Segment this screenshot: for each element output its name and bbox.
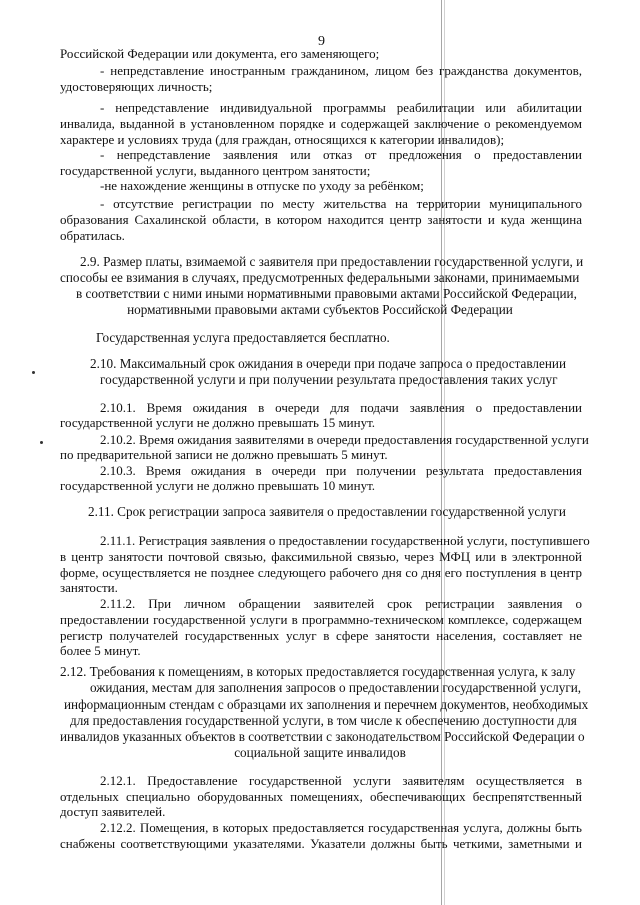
text-line: Российской Федерации или документа, его заменяющего; (60, 46, 380, 61)
section-heading: в соответствии с ними иными нормативными правовыми актами Российской Федерации, (76, 286, 577, 301)
text-line: 2.10.1. Время ожидания в очереди для подачи заявления о предоставлении (100, 400, 582, 415)
text-line: Государственная услуга предоставляется бесплатно. (96, 330, 390, 345)
text-line: снабжены соответствующими указателями. Указатели должны быть четкими, заметными и (60, 836, 582, 851)
text-line: регистр получателей государственных услуг в сфере занятости населения, составляет не (60, 628, 582, 643)
page-number: 9 (318, 34, 325, 49)
section-heading: способы ее взимания в случаях, предусмотренных федеральными законами, принимаемыми (60, 270, 580, 285)
text-line: 2.10.3. Время ожидания в очереди при получении результата предоставления (100, 463, 582, 478)
text-line: - непредставление иностранным гражданином, лицом без гражданства документов, (100, 63, 582, 78)
text-line: по предварительной записи не должно превышать 5 минут. (60, 447, 388, 462)
text-line: занятости. (60, 580, 118, 595)
section-heading: 2.9. Размер платы, взимаемой с заявителя при предоставлении государственной услуги, и (80, 254, 584, 269)
text-line: - непредставление индивидуальной программы реабилитации или абилитации (100, 100, 582, 115)
section-heading: 2.12. Требования к помещениям, в которых предоставляется государственная услуга, к залу (60, 664, 576, 679)
scan-speck (40, 441, 43, 444)
text-line: 2.12.1. Предоставление государственной услуги заявителям осуществляется в (100, 773, 582, 788)
text-line: - непредставление заявления или отказ от предложения о предоставлении (100, 147, 582, 162)
text-line: удостоверяющих личность; (60, 79, 213, 94)
section-heading: инвалидов указанных объектов в соответствии с законодательством Российской Федерации о (60, 729, 585, 744)
text-line: доступ заявителей. (60, 804, 166, 819)
text-line: - отсутствие регистрации по месту жительства на территории муниципального (100, 196, 582, 211)
section-heading: нормативными правовыми актами субъектов Российской Федерации (127, 302, 513, 317)
text-line: 2.12.2. Помещения, в которых предоставляется государственная услуга, должны быть (100, 820, 582, 835)
text-line: 2.10.2. Время ожидания заявителями в очереди предоставления государственной услуги (100, 432, 589, 447)
text-line: форме, осуществляется не позднее следующего рабочего дня со дня его поступления в центр (60, 565, 582, 580)
text-line: инвалида, выданной в установленном порядке и содержащей заключение о рекомендуемом (60, 116, 582, 131)
section-heading: 2.10. Максимальный срок ожидания в очереди при подаче запроса о предоставлении (90, 356, 567, 371)
section-heading: для предоставления государственной услуги, в том числе к обеспечению доступности для (70, 713, 577, 728)
text-line: -не нахождение женщины в отпуске по уходу за ребёнком; (100, 178, 424, 193)
section-heading: информационным стендам с образцами их заполнения и перечнем документов, необходимых (64, 697, 589, 712)
text-line: отдельных специально оборудованных помещениях, обеспечивающих беспрепятственный (60, 789, 582, 804)
text-line: образования Сахалинской области, в котором находится центр занятости и куда женщина (60, 212, 582, 227)
scan-speck (32, 371, 35, 374)
section-heading: ожидания, местам для заполнения запросов о предоставлении государственной услуги, (90, 680, 582, 695)
text-line: более 5 минут. (60, 643, 141, 658)
text-line: 2.11.2. При личном обращении заявителей срок регистрации заявления о (100, 596, 582, 611)
section-heading: 2.11. Срок регистрации запроса заявителя о предоставлении государственной услуги (88, 504, 566, 519)
text-line: предоставлении государственной услуги в программно-техническом комплексе, содержащем (60, 612, 582, 627)
text-line: государственной услуги не должно превышать 15 минут. (60, 415, 376, 430)
text-line: в центр занятости почтовой связью, факсимильной связью, через МФЦ или в электронной (60, 549, 582, 564)
section-heading: социальной защите инвалидов (234, 745, 406, 760)
text-line: государственной услуги, выданного центром занятости; (60, 163, 371, 178)
text-line: обратилась. (60, 228, 125, 243)
text-line: 2.11.1. Регистрация заявления о предоставлении государственной услуги, поступившего (100, 533, 590, 548)
section-heading: государственной услуги и при получении результата предоставления таких услуг (100, 372, 558, 387)
text-line: государственной услуги не должно превышать 10 минут. (60, 478, 376, 493)
text-line: характере и условиях труда (для граждан, относящихся к категории инвалидов); (60, 132, 505, 147)
